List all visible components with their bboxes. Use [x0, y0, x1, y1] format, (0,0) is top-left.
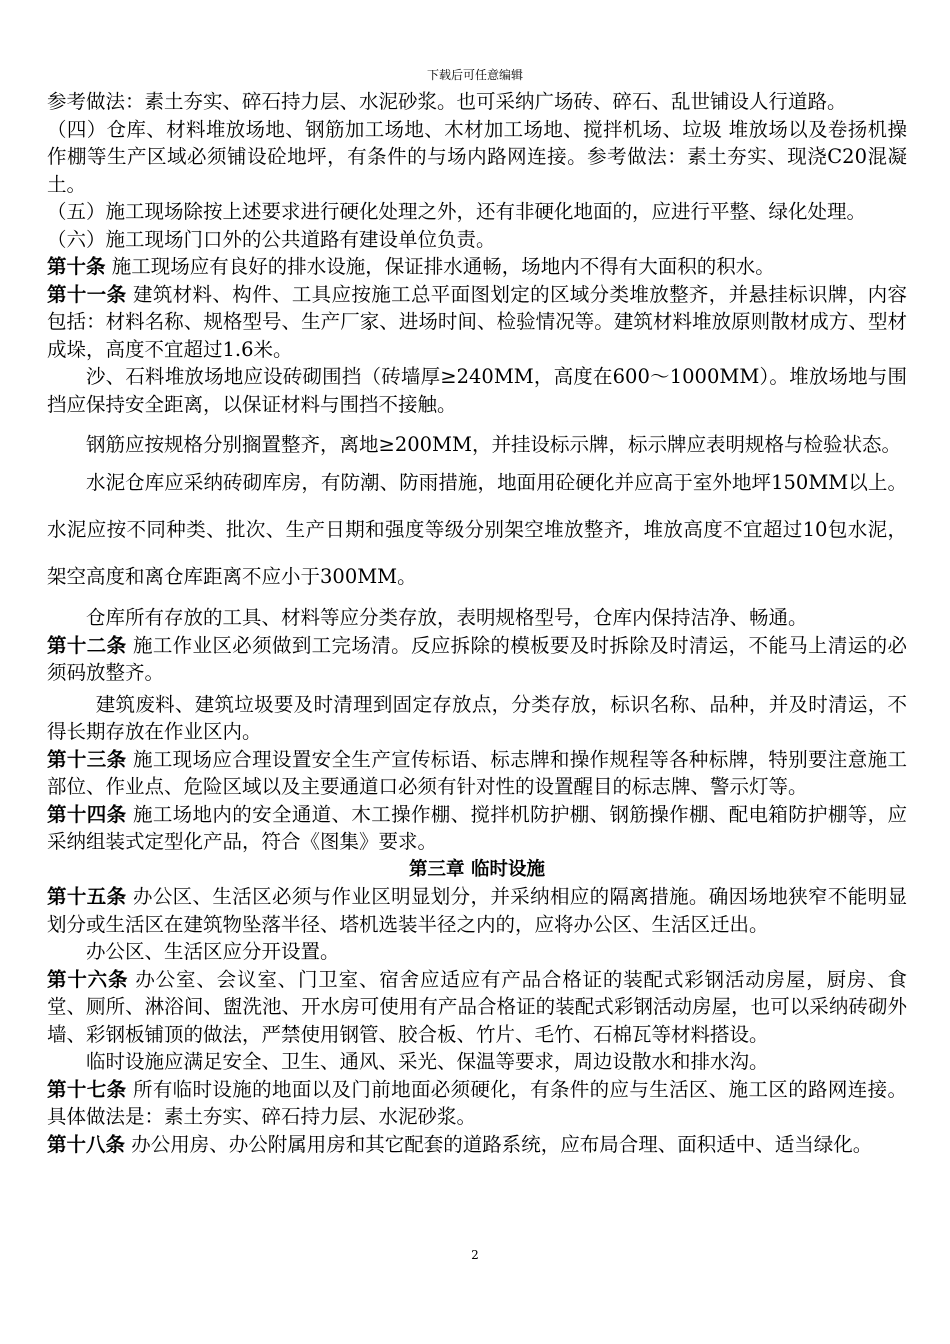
article-number: 第十二条 [47, 633, 127, 657]
article-paragraph: 第十六条 办公室、会议室、门卫室、宿舍应适应有产品合格证的装配式彩钢活动房屋，厨房、食堂、厕所、淋浴间、盥洗池、开水房可使用有产品合格证的装配式彩钢活动房屋，也可以采纳砖砌外墙、彩钢板铺顶的做法，严禁使用钢管、胶合板、竹片、毛竹、石棉瓦等材料搭设。 [47, 967, 907, 1046]
article-paragraph: 第十八条 办公用房、办公附属用房和其它配套的道路系统，应布局合理、面积适中、适当绿化。 [47, 1132, 873, 1156]
article-number: 第十八条 [47, 1132, 126, 1156]
article-paragraph: 第十二条 施工作业区必须做到工完场清。反应拆除的模板要及时拆除及时清运，不能马上清运的必须码放整齐。 [47, 633, 907, 684]
article-number: 第十六条 [47, 967, 129, 991]
paragraph: 水泥仓库应采纳砖砌库房，有防潮、防雨措施，地面用砼硬化并应高于室外地坪150MM以上。水泥应按不同种类、批次、生产日期和强度等级分别架空堆放整齐，堆放高度不宜超过10包水泥，架空高度和离仓库距离不应小于300MM。 [47, 471, 907, 588]
article-number: 第十条 [47, 255, 106, 278]
article-paragraph: 第十一条 建筑材料、构件、工具应按施工总平面图划定的区域分类堆放整齐，并悬挂标识牌，内容包括：材料名称、规格型号、生产厂家、进场时间、检验情况等。建筑材料堆放原则散材成方、型材成垛，高度不宜超过1.6米。 [47, 282, 907, 361]
paragraph: （五）施工现场除按上述要求进行硬化处理之外，还有非硬化地面的，应进行平整、绿化处理。 [47, 200, 867, 223]
chapter-heading: 第三章 临时设施 [409, 858, 545, 880]
paragraph: 临时设施应满足安全、卫生、通风、采光、保温等要求，周边设散水和排水沟。 [86, 1050, 769, 1073]
paragraph: （六）施工现场门口外的公共道路有建设单位负责。 [47, 227, 496, 251]
page-header: 下载后可任意编辑 [426, 68, 523, 82]
document-body [47, 88, 907, 1158]
article-paragraph: 第十三条 施工现场应合理设置安全生产宣传标语、标志牌和操作规程等各种标牌，特别要注意施工部位、作业点、危险区域以及主要通道口必须有针对性的设置醒目的标志牌、警示灯等。 [47, 747, 907, 798]
page-number: 2 [471, 1248, 479, 1262]
paragraph: （四）仓库、材料堆放场地、钢筋加工场地、木材加工场地、搅拌机场、垃圾 堆放场以及卷扬机操作棚等生产区域必须铺设砼地坪，有条件的与场内路网连接。参考做法：素土夯实、现浇C20混凝土。 [47, 117, 907, 196]
article-paragraph: 第十七条 所有临时设施的地面以及门前地面必须硬化，有条件的应与生活区、施工区的路网连接。具体做法是：素土夯实、碎石持力层、水泥砂浆。 [47, 1077, 907, 1128]
article-paragraph: 第十五条 办公区、生活区必须与作业区明显划分，并采纳相应的隔离措施。确因场地狭窄不能明显划分或生活区在建筑物坠落半径、塔机选装半径之内的，应将办公区、生活区迁出。 [47, 885, 907, 936]
article-number: 第十七条 [47, 1077, 127, 1101]
paragraph: 沙、石料堆放场地应设砖砌围挡（砖墙厚≥240MM，高度在600～1000MM）。堆放场地与围挡应保持安全距离，以保证材料与围挡不接触。 [47, 365, 907, 416]
paragraph: 参考做法：素土夯实、碎石持力层、水泥砂浆。也可采纳广场砖、碎石、乱世铺设人行道路。 [47, 90, 847, 113]
article-number: 第十四条 [47, 802, 127, 826]
article-number: 第十一条 [47, 282, 127, 306]
paragraph: 办公区、生活区应分开设置。 [86, 940, 340, 963]
article-paragraph: 第十四条 施工场地内的安全通道、木工操作棚、搅拌机防护棚、钢筋操作棚、配电箱防护棚等，应采纳组装式定型化产品，符合《图集》要求。 [47, 802, 907, 853]
paragraph: 钢筋应按规格分别搁置整齐，离地≥200MM，并挂设标示牌，标示牌应表明规格与检验状态。 [86, 433, 901, 456]
article-number: 第十三条 [47, 747, 127, 771]
paragraph: 仓库所有存放的工具、材料等应分类存放，表明规格型号，仓库内保持洁净、畅通。 [86, 606, 808, 629]
article-number: 第十五条 [47, 885, 127, 908]
paragraph: 建筑废料、建筑垃圾要及时清理到固定存放点，分类存放，标识名称、品种，并及时清运，不得长期存放在作业区内。 [47, 692, 907, 743]
article-paragraph: 第十条 施工现场应有良好的排水设施，保证排水通畅，场地内不得有大面积的积水。 [47, 255, 775, 278]
